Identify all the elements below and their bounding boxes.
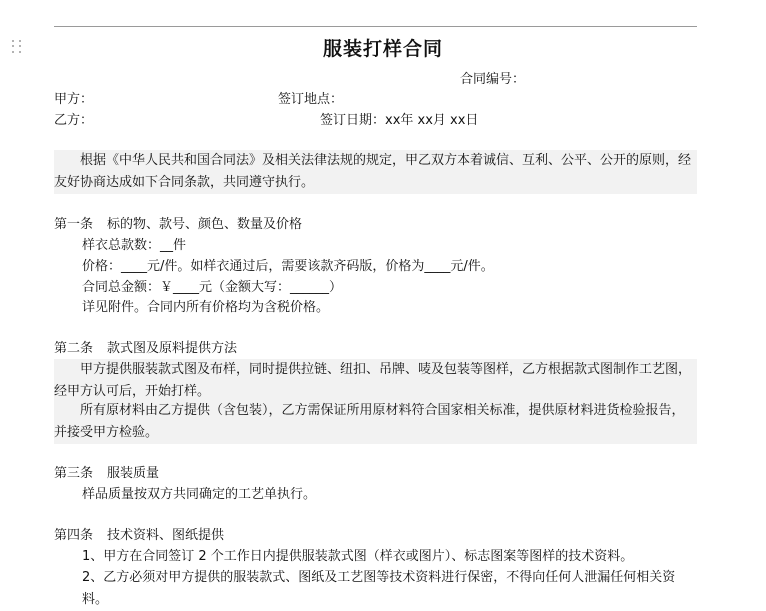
section-2-paragraph-2: 所有原材料由乙方提供（含包装），乙方需保证所用原材料符合国家相关标准，提供原材料进货检验报告，并接受甲方检验。 — [54, 400, 697, 444]
party-b-label: 乙方： — [54, 113, 94, 128]
section-4-line-1: 1、甲方在合同签订 2 个工作日内提供服装款式图（样衣或图片）、标志图案等图样的技术资料。 — [82, 549, 634, 564]
party-a-label: 甲方： — [54, 92, 94, 107]
section-1-number: 第一条 — [54, 217, 94, 232]
intro-paragraph: 根据《中华人民共和国合同法》及相关法律法规的规定，甲乙双方本着诚信、互利、公平、公开的原则，经友好协商达成如下合同条款，共同遵守执行。 — [54, 150, 697, 194]
document-title: 服装打样合同 — [322, 38, 443, 60]
section-2-heading — [54, 339, 237, 359]
page-top-rule — [54, 26, 697, 27]
section-3-title: 服装质量 — [107, 466, 160, 481]
sign-place-label: 签订地点： — [278, 92, 344, 107]
section-4-heading — [54, 526, 224, 546]
section-2-paragraph-1: 甲方提供服装款式图及布样，同时提供拉链、纽扣、吊牌、唛及包装等图样，乙方根据款式图制作工艺图，经甲方认可后，开始打样。 — [54, 359, 697, 403]
section-4-title: 技术资料、图纸提供 — [107, 528, 225, 543]
section-4-number: 第四条 — [54, 528, 94, 543]
section-1-line-3: 合同总金额：￥____元（金额大写：______） — [82, 280, 343, 295]
section-3-number: 第三条 — [54, 466, 94, 481]
section-3-line-1: 样品质量按双方共同确定的工艺单执行。 — [82, 487, 317, 502]
section-1-line-2: 价格：____元/件。如样衣通过后，需要该款齐码版，价格为____元/件。 — [82, 259, 494, 274]
section-1-line-4: 详见附件。合同内所有价格均为含税价格。 — [82, 300, 330, 315]
section-4-line-2: 2、乙方必须对甲方提供的服装款式、图纸及工艺图等技术资料进行保密，不得向任何人泄漏任何相关资料。 — [82, 570, 676, 607]
contract-number-label: 合同编号： — [460, 72, 526, 87]
section-2-title: 款式图及原料提供方法 — [107, 341, 238, 356]
section-3-heading — [54, 464, 159, 484]
sign-date: 签订日期：xx年 xx月 xx日 — [320, 113, 479, 128]
section-1-heading — [54, 215, 302, 235]
section-1-title: 标的物、款号、颜色、数量及价格 — [107, 217, 303, 232]
section-2-number: 第二条 — [54, 341, 94, 356]
section-1-line-1: 样衣总款数：__件 — [82, 238, 187, 253]
